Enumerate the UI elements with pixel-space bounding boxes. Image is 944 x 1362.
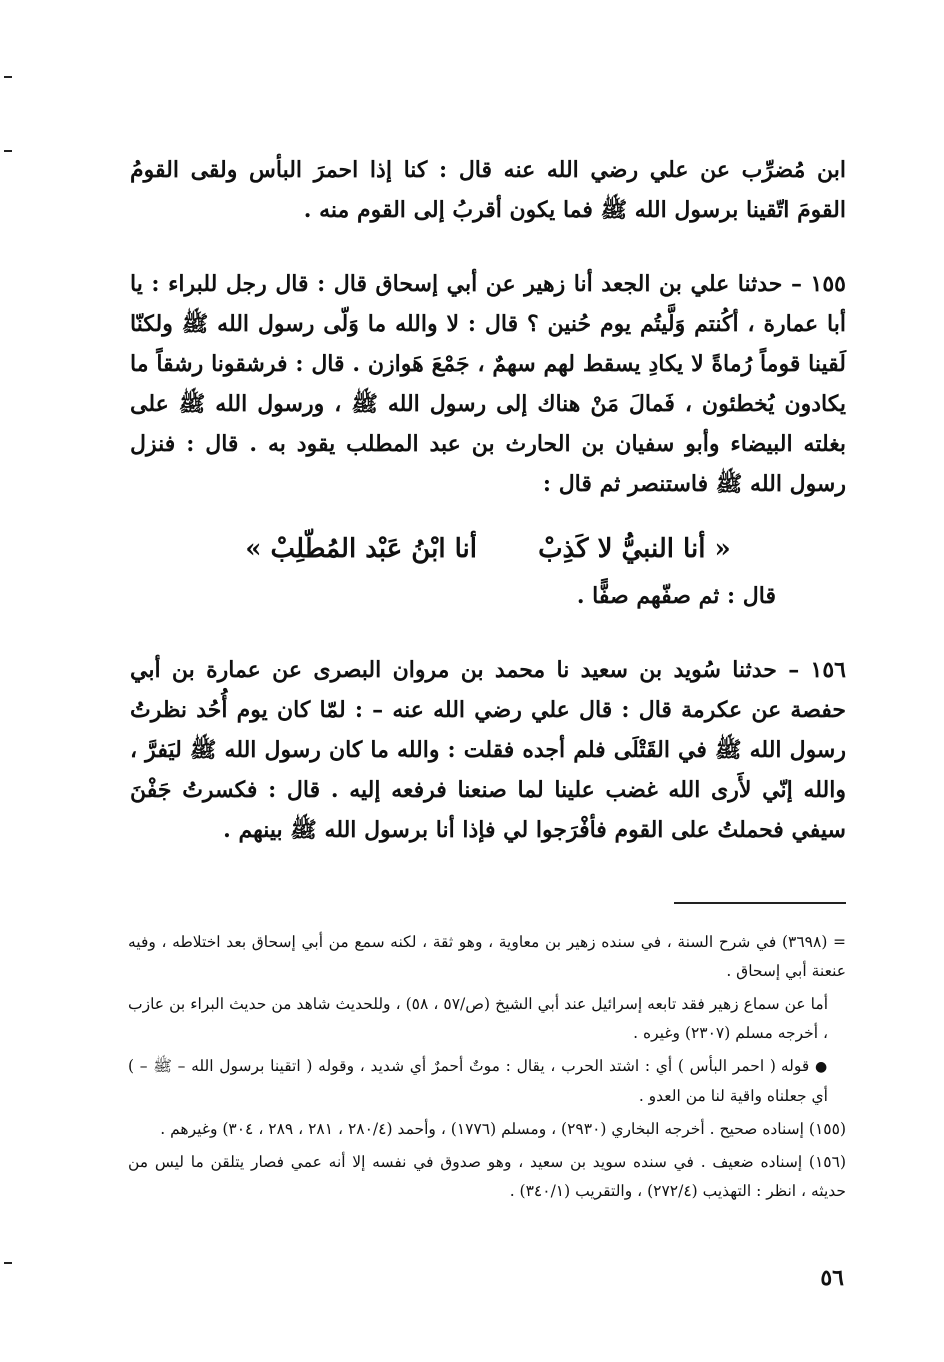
paragraph-hadith-continued: ابن مُضرِّب عن علي رضي الله عنه قال : كنا إذا احمرَ البأس ولقى القومُ القومَ اتّقينا برسول الله ﷺ فما يكون أقربُ إلى القوم منه . bbox=[130, 157, 846, 223]
footnote-3 bbox=[128, 1052, 846, 1111]
footnote-4: (١٥٥) إسناده صحيح . أخرجه البخاري (٢٩٣٠) ، ومسلم (١٧٧٦) ، وأحمد (٢٨٠/٤ ، ٢٨١ ، ٢٨٩ ، ٣٠٤) وغيرهم . bbox=[160, 1120, 846, 1138]
main-text bbox=[130, 150, 846, 850]
scan-edge-mark bbox=[4, 150, 12, 152]
footnote-3-text: قوله ( احمر البأس ) أي : اشتد الحرب ، يقال : موتٌ أحمرٌ أي شديد ، وقوله ( اتقينا برسول الله – ﷺ – ) أي جعلناه واقية لنا من العدو . bbox=[128, 1057, 828, 1105]
paragraph-hadith-156: ١٥٦ – حدثنا سُويد بن سعيد نا محمد بن مروان البصرى عن عمارة بن أبي حفصة عن عكرمة قال : قال علي رضي الله عنه – : لمّا كان يوم أُحُد نظرتُ رسول الله ﷺ في القَتْلَى فلم أجده فقلت : والله ما كان رسول الله ﷺ ليَفرَّ ، والله إنّي لأَرى الله غضب علينا لما صنعنا فرفعه إليه . قال : فكسرتُ جَفْنَ سيفي فحملتُ على القوم فأفْرَجوا لي فإذا أنا برسول الله ﷺ بينهم . bbox=[130, 657, 846, 843]
bullet-icon: ● bbox=[815, 1059, 828, 1075]
scan-edge-mark bbox=[4, 1262, 12, 1264]
verse-hemistich-1: « أنا النبيُّ لا كَذِبْ bbox=[538, 534, 731, 564]
footnote-1: = (٣٦٩٨) في شرح السنة ، في سنده زهير بن معاوية ، وهو ثقة ، لكنه سمع من أبي إسحاق بعد اختلاطه ، وفيه عنعنة أبي إسحاق . bbox=[128, 933, 846, 980]
verse-hemistich-2: أنا ابْنُ عَبْد المُطّلِبْ » bbox=[245, 534, 477, 564]
page-number: ٥٦ bbox=[820, 1265, 844, 1291]
paragraph-hadith-155: ١٥٥ – حدثنا علي بن الجعد أنا زهير عن أبي إسحاق قال : قال رجل للبراء : يا أبا عمارة ، أكُنتم وَلَّيتُم يوم حُنين ؟ قال : لا والله ما وَلّى رسول الله ﷺ ولكنّا لَقينا قوماً رُماةً لا يكادِ يسقط لهم سهمٌ ، جَمْعَ هَوازن . قال : فرشقونا رشقاً ما يكادون يُخطئون ، فَمالَ مَنْ هناك إلى رسول الله ﷺ ، ورسول الله ﷺ على بغلته البيضاء وأبو سفيان بن الحارث بن عبد المطلب يقود به . قال : فنزل رسول الله ﷺ فاستنصر ثم قال : bbox=[130, 271, 846, 497]
footnote-5: (١٥٦) إسناده ضعيف . في سنده سويد بن سعيد ، وهو صدوق في نفسه إلا أنه عمي فصار يتلقن ما ليس من حديثه ، انظر : التهذيب (٢٧٢/٤) ، والتقريب (٣٤٠/١) . bbox=[128, 1153, 846, 1200]
footnotes bbox=[128, 928, 846, 1210]
scan-edge-mark bbox=[4, 76, 12, 78]
footnote-2: أما عن سماع زهير فقد تابعه إسرائيل عند أبي الشيخ (ص/٥٧ ، ٥٨) ، وللحديث شاهد من حديث البراء بن عازب ، أخرجه مسلم (٢٣٠٧) وغيره . bbox=[128, 995, 829, 1042]
verse-line bbox=[130, 526, 846, 572]
footnote-separator bbox=[674, 902, 846, 904]
paragraph-after-verse: قال : ثم صفّهم صفًّا . bbox=[576, 583, 776, 609]
